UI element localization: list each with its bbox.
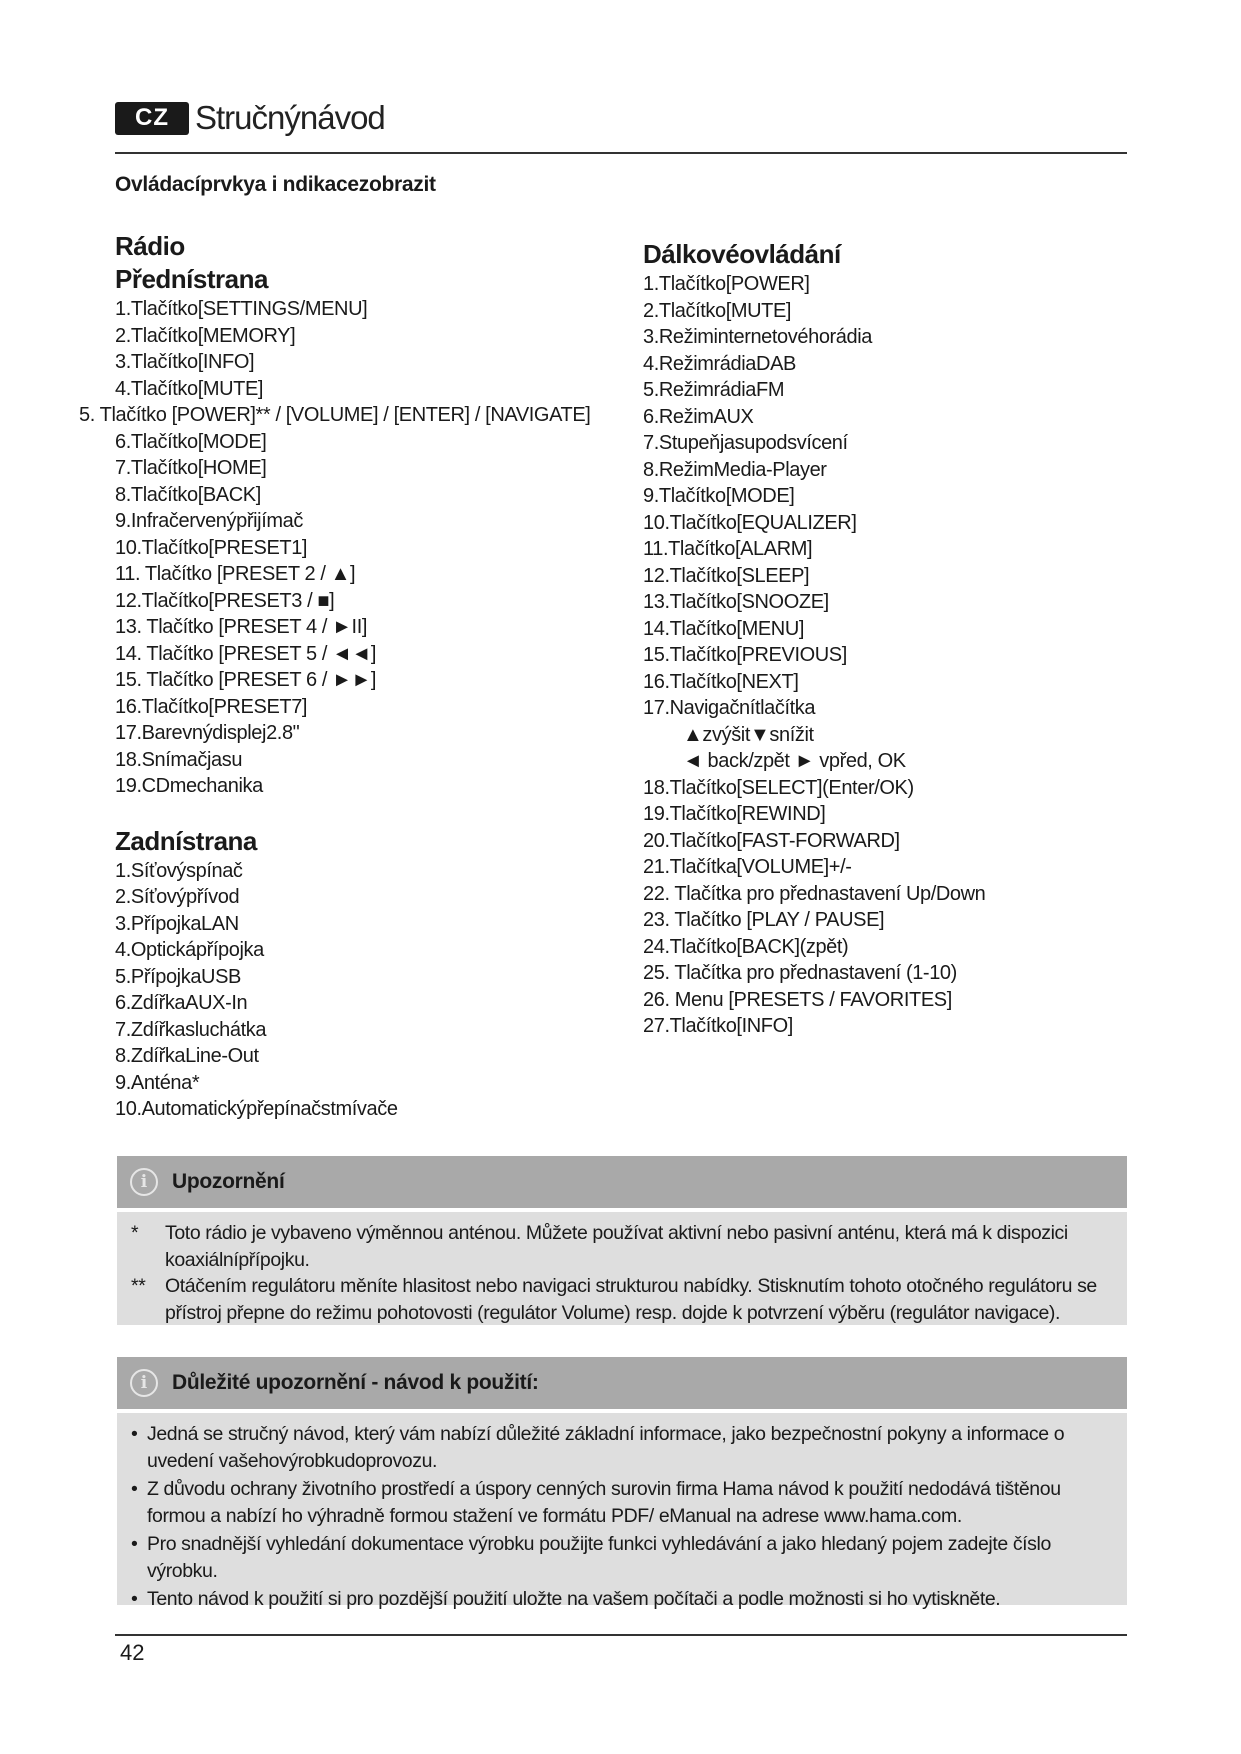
bullet-text: Pro snadnější vyhledání dokumentace výrobku použijte funkci vyhledávání a jako hledaný pojem zadejte číslo výrobku. <box>147 1533 1051 1582</box>
footnote-text: Toto rádio je vybaveno výměnnou anténou. Můžete používat aktivní nebo pasivní anténu, která má k dispozici koaxiálnípřípojku. <box>165 1222 1068 1271</box>
list-item: 6.Tlačítko[MODE] <box>115 430 267 453</box>
list-item: 21.Tlačítka[VOLUME]+/- <box>643 856 852 878</box>
bullet-text: Z důvodu ochrany životního prostředí a úspory cenných surovin firma Hama návod k použití nedodává tištěnou formou a nabízí ho výhradně formou stažení ve formátu PDF/ eManual na adrese www.hama.com. <box>147 1478 1061 1527</box>
list-item: 8.Tlačítko[BACK] <box>115 483 261 506</box>
list-item: 26. Menu [PRESETS / FAVORITES] <box>643 988 952 1011</box>
list-item: 17.Barevnýdisplej2.8" <box>115 722 300 744</box>
list-item: 17.Navigačnítlačítka <box>643 697 816 719</box>
list-item: 19.Tlačítko[REWIND] <box>643 803 826 825</box>
page-header <box>115 98 385 138</box>
bullet-item <box>131 1421 1107 1474</box>
list-item: 15.Tlačítko[PREVIOUS] <box>643 644 847 666</box>
footer-divider <box>115 1634 1127 1636</box>
bullet-item <box>131 1476 1107 1529</box>
heading-radio: Rádio <box>115 231 185 261</box>
list-item: 3.Režiminternetovéhorádia <box>643 326 873 348</box>
right-column <box>643 238 1123 1040</box>
list-item: 11.Tlačítko[ALARM] <box>643 538 813 560</box>
list-item: 9.Infračervenýpřijímač <box>115 510 303 532</box>
list-item: 4.Optickápřípojka <box>115 939 264 961</box>
list-item: 6.ZdířkaAUX-In <box>115 992 248 1014</box>
list-item: 9.Tlačítko[MODE] <box>643 485 795 507</box>
language-badge: CZ <box>115 102 189 135</box>
list-item: 2.Síťovýpřívod <box>115 886 240 908</box>
list-item: 8.ZdířkaLine-Out <box>115 1045 259 1067</box>
list-item: 5.RežimrádiaFM <box>643 379 785 401</box>
info-icon: i <box>130 1168 158 1196</box>
list-item: 2.Tlačítko[MUTE] <box>643 299 792 322</box>
list-item: 12.Tlačítko[SLEEP] <box>643 564 810 587</box>
bullet-text: Jedná se stručný návod, který vám nabízí důležité základní informace, jako bezpečnostní pokyny a informace o uvedení vašehovýrobkudoprovozu. <box>147 1423 1065 1472</box>
heading-remote-control: Dálkovéovládání <box>643 239 841 269</box>
list-item: 10.Automatickýpřepínačstmívače <box>115 1098 398 1120</box>
list-item: 24.Tlačítko[BACK](zpět) <box>643 935 849 958</box>
page-number: 42 <box>120 1640 145 1665</box>
notice-title: Upozornění <box>172 1170 285 1193</box>
footnote-marker: * <box>131 1222 139 1244</box>
list-item: 6.RežimAUX <box>643 405 754 428</box>
footnote-item <box>131 1220 1107 1273</box>
list-item: 27.Tlačítko[INFO] <box>643 1015 793 1037</box>
list-item: 12.Tlačítko[PRESET3 / ■] <box>115 589 335 612</box>
list-item: 19.CDmechanika <box>115 775 263 797</box>
back-side-list <box>115 858 615 1123</box>
bullet-icon: • <box>131 1588 138 1610</box>
list-item: 4.Tlačítko[MUTE] <box>115 377 264 400</box>
notice-header <box>117 1156 1127 1208</box>
list-item: 7.Zdířkasluchátka <box>115 1018 267 1041</box>
footnote-text: Otáčením regulátoru měníte hlasitost nebo navigaci strukturou nabídky. Stisknutím tohoto otočného regulátoru se přístroj přepne do režimu pohotovosti (regulátor Volume) resp. dojde k potvrzení výběru (regulátor navigace). <box>165 1275 1097 1324</box>
list-item: 1.Tlačítko[SETTINGS/MENU] <box>115 298 368 320</box>
bullet-text: Tento návod k použití si pro pozdější použití uložte na vašem počítači a podle možnosti si ho vytiskněte. <box>147 1588 1001 1610</box>
list-item: 14.Tlačítko[MENU] <box>643 617 805 640</box>
list-item: 11. Tlačítko [PRESET 2 / ▲] <box>115 563 356 585</box>
header-divider <box>115 152 1127 154</box>
left-column <box>79 230 615 1123</box>
list-item: 5.PřípojkaUSB <box>115 965 241 988</box>
list-item: 7.Tlačítko[HOME] <box>115 457 267 479</box>
important-notice-header <box>117 1357 1127 1409</box>
list-item: 16.Tlačítko[PRESET7] <box>115 695 308 718</box>
list-item: 25. Tlačítka pro přednastavení (1-10) <box>643 962 957 984</box>
list-item: 3.Tlačítko[INFO] <box>115 351 255 373</box>
list-item: 1.Síťovýspínač <box>115 859 243 882</box>
list-item: 18.Snímačjasu <box>115 748 243 771</box>
list-item: 3.PřípojkaLAN <box>115 912 239 935</box>
list-item: 18.Tlačítko[SELECT](Enter/OK) <box>643 776 914 799</box>
list-item: 16.Tlačítko[NEXT] <box>643 670 799 693</box>
heading-back-side: Zadnístrana <box>115 825 257 856</box>
heading-front-side: Přednístrana <box>115 264 268 294</box>
info-icon: i <box>130 1369 158 1397</box>
remote-list-continued <box>643 775 1123 1040</box>
list-item: 1.Tlačítko[POWER] <box>643 273 810 295</box>
navigation-sub-line: ◄ back/zpět ► vpřed, OK <box>683 750 906 772</box>
navigation-sub-line: ▲zvýšit▼snížit <box>683 723 814 746</box>
important-notice-title: Důležité upozornění - návod k použití: <box>172 1371 539 1394</box>
list-item: 4.RežimrádiaDAB <box>643 352 796 375</box>
footnote-item <box>131 1273 1107 1326</box>
notice-body <box>117 1212 1127 1325</box>
list-item: 2.Tlačítko[MEMORY] <box>115 324 296 347</box>
bullet-icon: • <box>131 1478 138 1500</box>
footnote-marker: ** <box>131 1275 146 1297</box>
list-item: 23. Tlačítko [PLAY / PAUSE] <box>643 909 885 931</box>
bullet-item <box>131 1586 1107 1613</box>
list-item: 5. Tlačítko [POWER]** / [VOLUME] / [ENTER] / [NAVIGATE] <box>79 404 591 426</box>
list-item: 14. Tlačítko [PRESET 5 / ◄◄] <box>115 642 377 665</box>
section-subtitle: Ovládacíprvkya i ndikacezobrazit <box>115 173 436 196</box>
list-item: 8.RežimMedia-Player <box>643 458 827 481</box>
bullet-icon: • <box>131 1533 138 1555</box>
list-item: 10.Tlačítko[PRESET1] <box>115 536 308 559</box>
page-title: Stručnýnávod <box>195 99 385 136</box>
list-item: 10.Tlačítko[EQUALIZER] <box>643 511 857 534</box>
list-item: 7.Stupeňjasupodsvícení <box>643 432 848 454</box>
list-item: 20.Tlačítko[FAST-FORWARD] <box>643 829 900 852</box>
important-notice-body <box>117 1413 1127 1610</box>
list-item: 13. Tlačítko [PRESET 4 / ►II] <box>115 616 368 638</box>
list-item: 13.Tlačítko[SNOOZE] <box>643 591 829 613</box>
front-side-list <box>79 296 615 800</box>
bullet-item <box>131 1531 1107 1584</box>
remote-list <box>643 271 1123 722</box>
list-item: 22. Tlačítka pro přednastavení Up/Down <box>643 882 986 905</box>
bullet-icon: • <box>131 1423 138 1445</box>
list-item: 9.Anténa* <box>115 1071 200 1094</box>
list-item: 15. Tlačítko [PRESET 6 / ►►] <box>115 669 377 691</box>
